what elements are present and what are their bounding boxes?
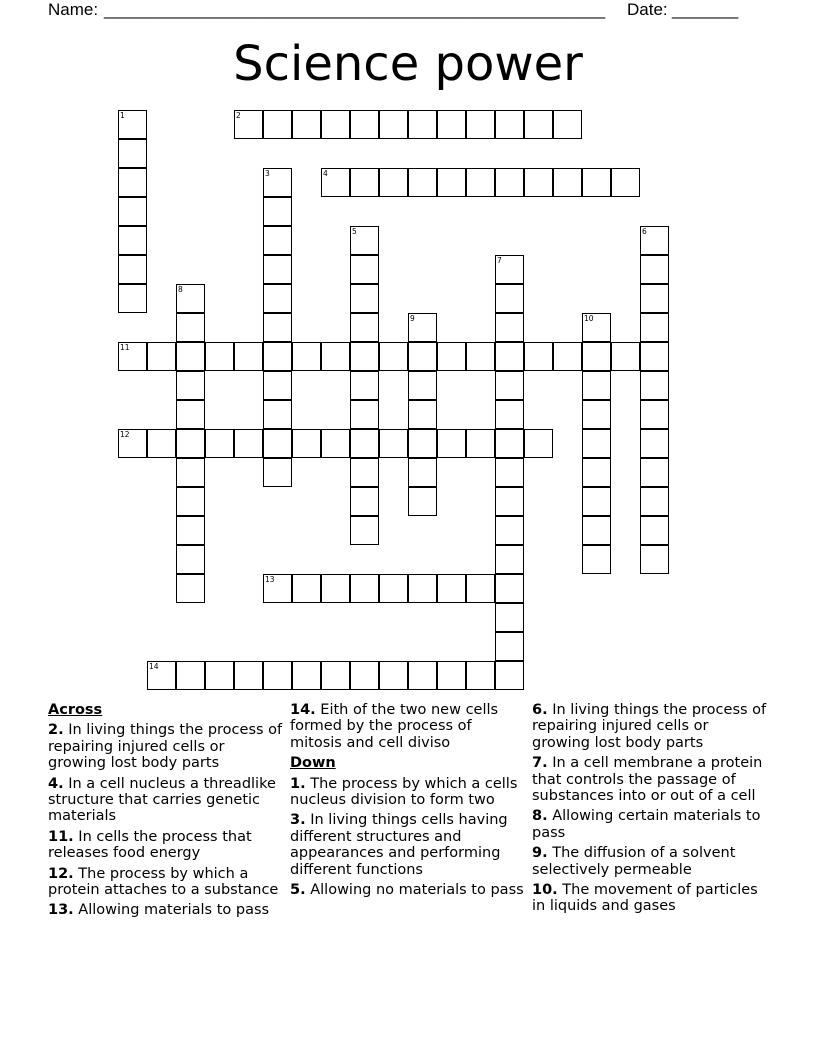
grid-cell[interactable]: [147, 661, 176, 690]
grid-cell[interactable]: [350, 342, 379, 371]
grid-cell[interactable]: [495, 168, 524, 197]
grid-cell[interactable]: [495, 487, 524, 516]
grid-cell[interactable]: [176, 371, 205, 400]
grid-cell[interactable]: [495, 400, 524, 429]
grid-cell[interactable]: [408, 661, 437, 690]
grid-cell[interactable]: [408, 458, 437, 487]
grid-cell[interactable]: [118, 429, 147, 458]
grid-cell[interactable]: [582, 342, 611, 371]
grid-cell[interactable]: [263, 371, 292, 400]
grid-cell[interactable]: [408, 110, 437, 139]
clue-number: 4: [323, 169, 328, 178]
grid-cell[interactable]: [350, 110, 379, 139]
grid-cell[interactable]: [263, 313, 292, 342]
grid-cell[interactable]: [205, 429, 234, 458]
grid-cell[interactable]: [582, 400, 611, 429]
grid-cell[interactable]: [292, 342, 321, 371]
name-line[interactable]: _____________________________________________________: [104, 0, 606, 19]
grid-cell[interactable]: [118, 284, 147, 313]
grid-cell[interactable]: [118, 255, 147, 284]
clue-down-8: 8. Allowing certain materials to pass: [532, 808, 761, 841]
grid-cell[interactable]: [176, 342, 205, 371]
grid-cell[interactable]: [292, 574, 321, 603]
grid-cell[interactable]: [466, 110, 495, 139]
grid-cell[interactable]: [640, 516, 669, 545]
grid-cell[interactable]: [495, 284, 524, 313]
grid-cell[interactable]: [350, 168, 379, 197]
clue-across-14: 14. Eith of the two new cells formed by the process of mitosis and cell diviso: [290, 702, 499, 751]
grid-cell[interactable]: [263, 429, 292, 458]
clue-number: 3: [265, 169, 270, 178]
grid-cell[interactable]: [350, 661, 379, 690]
grid-cell[interactable]: [611, 342, 640, 371]
grid-cell[interactable]: [437, 168, 466, 197]
grid-cell[interactable]: [379, 110, 408, 139]
grid-cell[interactable]: [640, 545, 669, 574]
clue-across-11: 11. In cells the process that releases food energy: [48, 828, 252, 862]
grid-cell[interactable]: [611, 168, 640, 197]
grid-cell[interactable]: [495, 603, 524, 632]
grid-cell[interactable]: [582, 458, 611, 487]
grid-cell[interactable]: [524, 110, 553, 139]
grid-cell[interactable]: [176, 313, 205, 342]
clue-down-10: 10. The movement of particles in liquids and gases: [532, 882, 758, 915]
grid-cell[interactable]: [234, 342, 263, 371]
grid-cell[interactable]: [495, 110, 524, 139]
grid-cell[interactable]: [321, 342, 350, 371]
grid-cell[interactable]: [350, 371, 379, 400]
grid-cell[interactable]: [321, 168, 350, 197]
grid-cell[interactable]: [263, 255, 292, 284]
grid-cell[interactable]: [495, 313, 524, 342]
grid-cell[interactable]: [408, 313, 437, 342]
grid-cell[interactable]: [582, 516, 611, 545]
grid-cell[interactable]: [495, 632, 524, 661]
grid-cell[interactable]: [118, 197, 147, 226]
grid-cell[interactable]: [350, 487, 379, 516]
grid-cell[interactable]: [495, 661, 524, 690]
grid-cell[interactable]: [118, 110, 147, 139]
grid-cell[interactable]: [582, 168, 611, 197]
grid-cell[interactable]: [582, 371, 611, 400]
grid-cell[interactable]: [495, 516, 524, 545]
grid-cell[interactable]: [553, 342, 582, 371]
grid-cell[interactable]: [524, 168, 553, 197]
down-heading: Down: [290, 755, 336, 772]
grid-cell[interactable]: [321, 574, 350, 603]
clue-across-2: 2. In living things the process of repairing injured cells or growing lost body parts: [48, 722, 283, 772]
grid-cell[interactable]: [640, 284, 669, 313]
grid-cell[interactable]: [582, 313, 611, 342]
clue-number: 2: [236, 111, 241, 120]
grid-cell[interactable]: [408, 429, 437, 458]
grid-cell[interactable]: [437, 429, 466, 458]
grid-cell[interactable]: [176, 284, 205, 313]
clue-down-5: 5. Allowing no materials to pass: [290, 882, 524, 899]
grid-cell[interactable]: [640, 458, 669, 487]
grid-cell[interactable]: [350, 284, 379, 313]
clue-down-6: 6. In living things the process of repairing injured cells or growing lost body parts: [532, 702, 767, 751]
date-line[interactable]: _______: [672, 0, 739, 19]
grid-cell[interactable]: [234, 429, 263, 458]
grid-cell[interactable]: [350, 400, 379, 429]
grid-cell[interactable]: [263, 197, 292, 226]
clue-across-4: 4. In a cell nucleus a threadlike structure that carries genetic materials: [48, 775, 276, 825]
grid-cell[interactable]: [176, 516, 205, 545]
grid-cell[interactable]: [205, 342, 234, 371]
grid-cell[interactable]: [263, 226, 292, 255]
grid-cell[interactable]: [350, 226, 379, 255]
grid-cell[interactable]: [495, 574, 524, 603]
grid-cell[interactable]: [495, 545, 524, 574]
grid-cell[interactable]: [263, 400, 292, 429]
grid-cell[interactable]: [408, 400, 437, 429]
clue-number: 6: [642, 227, 647, 236]
grid-cell[interactable]: [321, 661, 350, 690]
grid-cell[interactable]: [495, 458, 524, 487]
grid-cell[interactable]: [147, 429, 176, 458]
clue-number: 11: [120, 343, 130, 352]
grid-cell[interactable]: [350, 574, 379, 603]
clue-down-9: 9. The diffusion of a solvent selectively permeable: [532, 845, 736, 878]
grid-cell[interactable]: [263, 342, 292, 371]
grid-cell[interactable]: [408, 168, 437, 197]
grid-cell[interactable]: [495, 429, 524, 458]
grid-cell[interactable]: [263, 284, 292, 313]
grid-cell[interactable]: [466, 429, 495, 458]
grid-cell[interactable]: [350, 255, 379, 284]
grid-cell[interactable]: [118, 342, 147, 371]
grid-cell[interactable]: [292, 661, 321, 690]
clues-column-3: [532, 702, 768, 919]
grid-cell[interactable]: [640, 313, 669, 342]
clue-across-13: 13. Allowing materials to pass: [48, 902, 270, 919]
clue-number: 8: [178, 285, 183, 294]
grid-cell[interactable]: [176, 661, 205, 690]
clue-number: 5: [352, 227, 357, 236]
clue-down-3: 3. In living things cells having different structures and appearances and performing different functions: [290, 812, 508, 878]
grid-cell[interactable]: [176, 400, 205, 429]
grid-cell[interactable]: [437, 342, 466, 371]
date-label: Date:: [627, 0, 668, 19]
grid-cell[interactable]: [292, 110, 321, 139]
clue-across-12: 12. The process by which a protein attaches to a substance: [48, 865, 279, 899]
clues-column-2: [290, 702, 526, 902]
grid-cell[interactable]: [176, 458, 205, 487]
grid-cell[interactable]: [553, 168, 582, 197]
grid-cell[interactable]: [350, 313, 379, 342]
grid-cell[interactable]: [640, 226, 669, 255]
grid-cell[interactable]: [176, 429, 205, 458]
grid-cell[interactable]: [582, 545, 611, 574]
grid-cell[interactable]: [524, 342, 553, 371]
grid-cell[interactable]: [640, 255, 669, 284]
grid-cell[interactable]: [437, 661, 466, 690]
clue-number: 14: [149, 662, 159, 671]
grid-cell[interactable]: [553, 110, 582, 139]
clues-column-1: [48, 702, 284, 923]
grid-cell[interactable]: [495, 255, 524, 284]
clue-number: 7: [497, 256, 502, 265]
grid-cell[interactable]: [263, 574, 292, 603]
grid-cell[interactable]: [176, 487, 205, 516]
grid-cell[interactable]: [263, 458, 292, 487]
grid-cell[interactable]: [640, 400, 669, 429]
grid-cell[interactable]: [640, 429, 669, 458]
grid-cell[interactable]: [263, 110, 292, 139]
grid-cell[interactable]: [205, 661, 234, 690]
grid-cell[interactable]: [466, 574, 495, 603]
clue-down-1: 1. The process by which a cells nucleus division to form two: [290, 775, 518, 809]
grid-cell[interactable]: [582, 429, 611, 458]
puzzle-title: Science power: [233, 36, 583, 92]
grid-cell[interactable]: [408, 342, 437, 371]
clue-number: 13: [265, 575, 275, 584]
grid-cell[interactable]: [408, 487, 437, 516]
grid-cell[interactable]: [292, 429, 321, 458]
clue-down-7: 7. In a cell membrane a protein that controls the passage of substances into or out of a cell: [532, 755, 763, 805]
grid-cell[interactable]: [147, 342, 176, 371]
grid-cell[interactable]: [234, 661, 263, 690]
across-heading: Across: [48, 702, 103, 718]
grid-cell[interactable]: [176, 545, 205, 574]
grid-cell[interactable]: [263, 168, 292, 197]
grid-cell[interactable]: [379, 168, 408, 197]
grid-cell[interactable]: [495, 342, 524, 371]
clue-number: 12: [120, 430, 130, 439]
grid-cell[interactable]: [495, 371, 524, 400]
clue-number: 9: [410, 314, 415, 323]
grid-cell[interactable]: [350, 458, 379, 487]
grid-cell[interactable]: [466, 661, 495, 690]
grid-cell[interactable]: [640, 342, 669, 371]
grid-cell[interactable]: [263, 661, 292, 690]
grid-cell[interactable]: [640, 371, 669, 400]
grid-cell[interactable]: [466, 342, 495, 371]
grid-cell[interactable]: [408, 371, 437, 400]
grid-cell[interactable]: [350, 516, 379, 545]
grid-cell[interactable]: [321, 110, 350, 139]
grid-cell[interactable]: [466, 168, 495, 197]
grid-cell[interactable]: [524, 429, 553, 458]
grid-cell[interactable]: [350, 429, 379, 458]
grid-cell[interactable]: [379, 574, 408, 603]
grid-cell[interactable]: [379, 661, 408, 690]
clue-number: 10: [584, 314, 594, 323]
grid-cell[interactable]: [118, 226, 147, 255]
grid-cell[interactable]: [640, 487, 669, 516]
grid-cell[interactable]: [582, 487, 611, 516]
grid-cell[interactable]: [437, 110, 466, 139]
grid-cell[interactable]: [234, 110, 263, 139]
grid-cell[interactable]: [118, 168, 147, 197]
grid-cell[interactable]: [379, 342, 408, 371]
clue-number: 1: [120, 111, 125, 120]
grid-cell[interactable]: [321, 429, 350, 458]
grid-cell[interactable]: [408, 574, 437, 603]
grid-cell[interactable]: [437, 574, 466, 603]
grid-cell[interactable]: [176, 574, 205, 603]
grid-cell[interactable]: [118, 139, 147, 168]
grid-cell[interactable]: [379, 429, 408, 458]
name-label: Name:: [48, 0, 99, 19]
